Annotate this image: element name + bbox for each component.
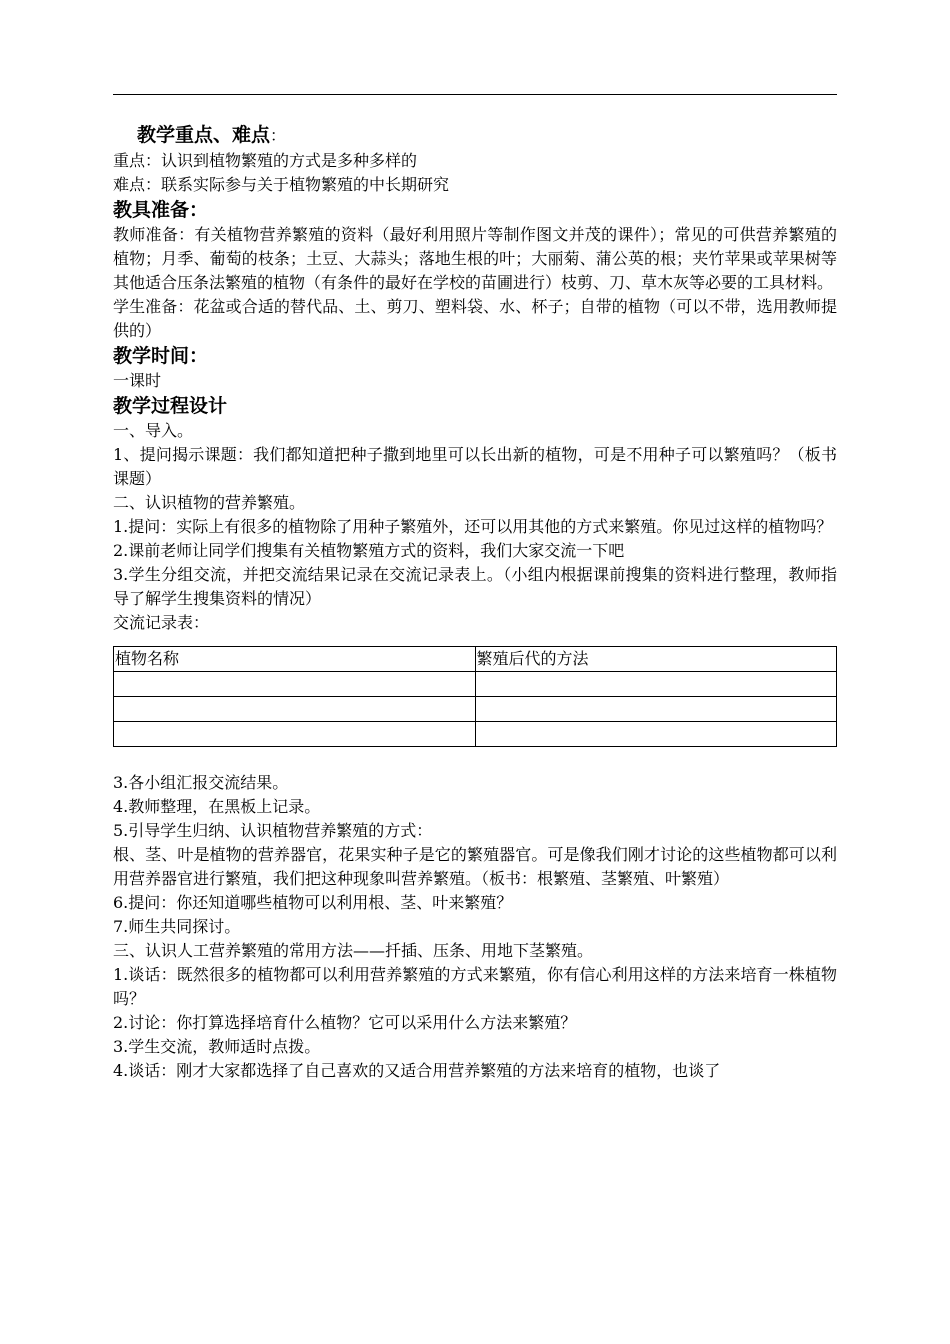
process-line: 一、导入。 (113, 421, 194, 440)
table-row (114, 722, 837, 747)
table-cell (114, 722, 476, 747)
exchange-record-table (113, 646, 837, 747)
table-cell (475, 672, 837, 697)
process-line: 交流记录表： (113, 613, 210, 632)
materials-heading: 教具准备： (113, 199, 209, 221)
process-line: 2.讨论：你打算选择培育什么植物？它可以采用什么方法来繁殖？ (113, 1013, 577, 1032)
process-line: 4.教师整理，在黑板上记录。 (113, 797, 321, 816)
process-line: 3.学生分组交流，并把交流结果记录在交流记录表上。（小组内根据课前搜集的资料进行整理，教师指导了解学生搜集资料的情况） (113, 565, 837, 608)
time-heading: 教学时间： (113, 345, 209, 367)
table-cell (114, 697, 476, 722)
student-materials: 学生准备：花盆或合适的替代品、土、剪刀、塑料袋、水、杯子；自带的植物（可以不带，选用教师提供的） (113, 297, 837, 340)
process-line: 根、茎、叶是植物的营养器官，花果实种子是它的繁殖器官。可是像我们刚才讨论的这些植物都可以利用营养器官进行繁殖，我们把这种现象叫营养繁殖。（板书：根繁殖、茎繁殖、叶繁殖） (113, 845, 837, 888)
process-line: 7.师生共同探讨。 (113, 917, 241, 936)
table-cell (114, 672, 476, 697)
header-rule (113, 94, 837, 95)
process-heading: 教学过程设计 (113, 395, 228, 417)
table-header-plant-name: 植物名称 (114, 647, 476, 672)
time-value: 一课时 (113, 371, 162, 390)
process-line: 1.提问：实际上有很多的植物除了用种子繁殖外，还可以用其他的方式来繁殖。你见过这样的植物吗？ (113, 517, 833, 536)
table-cell (475, 697, 837, 722)
process-line: 5.引导学生归纳、认识植物营养繁殖的方式： (113, 821, 433, 840)
process-line: 三、认识人工营养繁殖的常用方法——扦插、压条、用地下茎繁殖。 (113, 941, 594, 960)
difficulty-text: 难点：联系实际参与关于植物繁殖的中长期研究 (113, 175, 450, 194)
process-line: 3.学生交流，教师适时点拨。 (113, 1037, 321, 1056)
table-header-row (114, 647, 837, 672)
process-line: 二、认识植物的营养繁殖。 (113, 493, 306, 512)
process-line: 1.谈话：既然很多的植物都可以利用营养繁殖的方式来繁殖，你有信心利用这样的方法来培育一株植物吗？ (113, 965, 837, 1008)
teacher-materials: 教师准备：有关植物营养繁殖的资料（最好利用照片等制作图文并茂的课件）；常见的可供营养繁殖的植物；月季、葡萄的枝条；土豆、大蒜头；落地生根的叶；大丽菊、蒲公英的根；夹竹苹果或苹果树等其他适合压条法繁殖的植物（有条件的最好在学校的苗圃进行）枝剪、刀、草木灰等必要的工具材料。 (113, 225, 837, 292)
process-line: 6.提问：你还知道哪些植物可以利用根、茎、叶来繁殖？ (113, 893, 513, 912)
process-line: 3.各小组汇报交流结果。 (113, 773, 289, 792)
process-line: 4.谈话：刚才大家都选择了自己喜欢的又适合用营养繁殖的方法来培育的植物，也谈了 (113, 1061, 721, 1080)
process-line: 2.课前老师让同学们搜集有关植物繁殖方式的资料，我们大家交流一下吧 (113, 541, 625, 560)
process-part2 (113, 771, 837, 1083)
table-row (114, 672, 837, 697)
key-points-heading: 教学重点、难点： (137, 124, 287, 146)
process-part1 (113, 419, 837, 635)
focus-text: 重点：认识到植物繁殖的方式是多种多样的 (113, 151, 418, 170)
table-row (114, 697, 837, 722)
table-cell (475, 722, 837, 747)
table-header-method: 繁殖后代的方法 (475, 647, 837, 672)
document-body (113, 122, 837, 1083)
process-line: 1、提问揭示课题：我们都知道把种子撒到地里可以长出新的植物，可是不用种子可以繁殖吗？（板书课题） (113, 445, 837, 488)
